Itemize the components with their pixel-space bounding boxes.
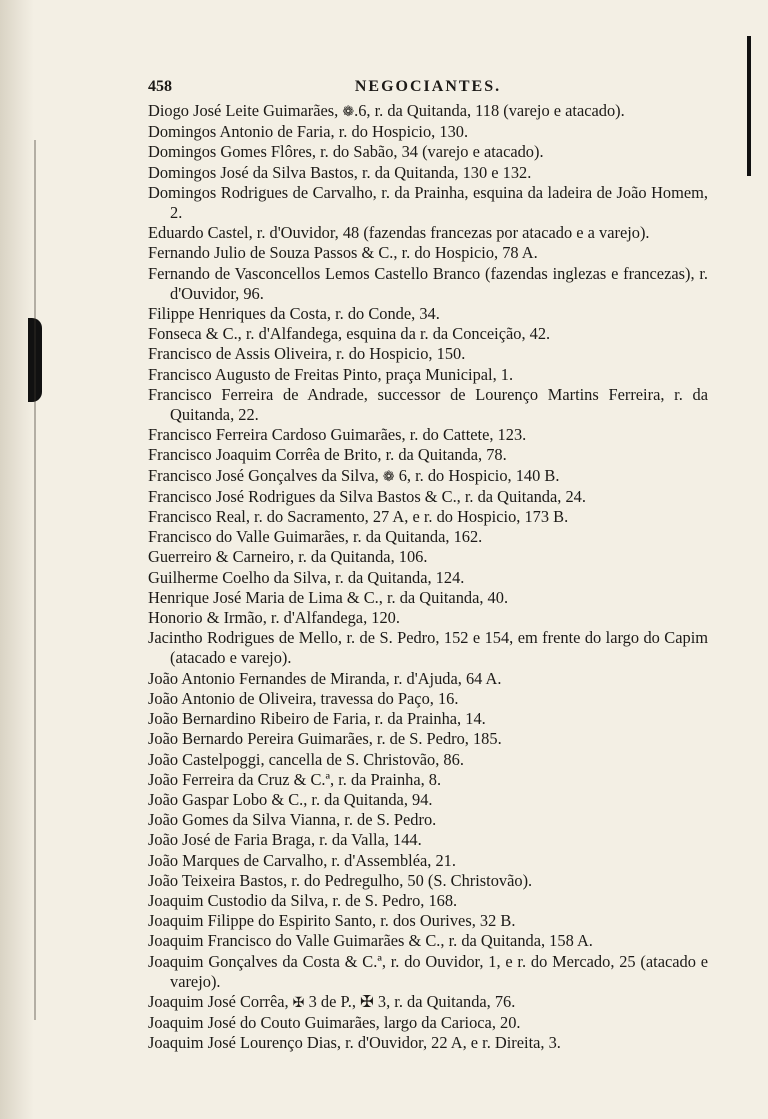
binding-edge (0, 0, 34, 1119)
list-item (148, 425, 708, 445)
entry-text: João José de Faria Braga, r. da Valla, 144. (148, 830, 422, 850)
list-item (148, 324, 708, 344)
order-insignia-icon: ❁ (342, 104, 355, 120)
entry-text: João Antonio Fernandes de Miranda, r. d'Ajuda, 64 A. (148, 668, 502, 688)
entry-text: Francisco Ferreira de Andrade, successor de Lourenço Martins Ferreira, r. da Quitanda, 22. (148, 384, 708, 425)
list-item (148, 952, 708, 992)
list-item (148, 911, 708, 931)
list-item (148, 264, 708, 304)
list-item (148, 487, 708, 507)
list-item (148, 163, 708, 183)
list-item (148, 507, 708, 527)
order-insignia-icon: ✠ (292, 994, 305, 1011)
list-item (148, 142, 708, 162)
entry-text: Francisco Augusto de Freitas Pinto, praça Municipal, 1. (148, 364, 514, 384)
entry-text-continued: 6, r. do Hospicio, 140 B. (394, 465, 560, 485)
entry-text: João Gaspar Lobo & C., r. da Quitanda, 94. (148, 789, 433, 809)
entry-text: Joaquim Custodio da Silva, r. de S. Pedro, 168. (148, 890, 458, 910)
entry-text: Fernando de Vasconcellos Lemos Castello Branco (fazendas inglezas e francezas), r. d'Ouvidor, 96. (148, 263, 708, 303)
entry-text-continued: 3 de P., ✠ 3, r. da Quitanda, 76. (304, 991, 516, 1011)
list-item (148, 628, 708, 668)
list-item (148, 365, 708, 385)
entry-text: João Marques de Carvalho, r. d'Assembléa, 21. (148, 850, 456, 870)
entry-text: Guilherme Coelho da Silva, r. da Quitanda, 124. (148, 567, 465, 587)
gutter-line (34, 140, 36, 1020)
list-item (148, 729, 708, 749)
page-number: 458 (148, 78, 172, 95)
list-item (148, 588, 708, 608)
entry-text: João Castelpoggi, cancella de S. Christovão, 86. (148, 749, 464, 769)
entry-text: Honorio & Irmão, r. d'Alfandega, 120. (148, 608, 400, 628)
list-item (148, 466, 708, 487)
entry-text: João Antonio de Oliveira, travessa do Paço, 16. (148, 688, 459, 708)
entry-text: Francisco de Assis Oliveira, r. do Hospicio, 150. (148, 344, 466, 364)
list-item (148, 122, 708, 142)
list-item (148, 810, 708, 830)
entry-text: Francisco Ferreira Cardoso Guimarães, r. do Cattete, 123. (148, 425, 527, 445)
list-item (148, 709, 708, 729)
entry-text: Francisco Real, r. do Sacramento, 27 A, e r. do Hospicio, 173 B. (148, 507, 569, 527)
entry-text: Joaquim Gonçalves da Costa & C.ª, r. do Ouvidor, 1, e r. do Mercado, 25 (atacado e varejo). (148, 951, 708, 991)
entry-text: Eduardo Castel, r. d'Ouvidor, 48 (fazendas francezas por atacado e a varejo). (148, 223, 650, 243)
entry-text: Domingos Antonio de Faria, r. do Hospicio, 130. (148, 122, 469, 142)
list-item (148, 385, 708, 425)
entry-text: Francisco Joaquim Corrêa de Brito, r. da Quitanda, 78. (148, 445, 507, 465)
list-item (148, 547, 708, 567)
entry-text: João Teixeira Bastos, r. do Pedregulho, 50 (S. Christovão). (148, 870, 533, 890)
list-item (148, 568, 708, 588)
list-item (148, 750, 708, 770)
list-item (148, 931, 708, 951)
entry-text: Joaquim Filippe do Espirito Santo, r. dos Ourives, 32 B. (148, 911, 516, 931)
entry-text: Fernando Julio de Souza Passos & C., r. do Hospicio, 78 A. (148, 243, 538, 263)
entry-text: Fonseca & C., r. d'Alfandega, esquina da r. da Conceição, 42. (148, 324, 551, 344)
merchant-list (148, 101, 708, 1054)
list-item (148, 830, 708, 850)
entry-text: Diogo José Leite Guimarães, (148, 101, 343, 120)
list-item (148, 689, 708, 709)
list-item (148, 891, 708, 911)
entry-text: Joaquim José Lourenço Dias, r. d'Ouvidor, 22 A, e r. Direita, 3. (148, 1033, 561, 1053)
entry-text-continued: .6, r. da Quitanda, 118 (varejo e atacado). (354, 101, 625, 120)
entry-text: Henrique José Maria de Lima & C., r. da Quitanda, 40. (148, 587, 509, 607)
entry-text: João Bernardino Ribeiro de Faria, r. da Prainha, 14. (148, 709, 486, 729)
list-item (148, 669, 708, 689)
running-head: NEGOCIANTES. (354, 78, 502, 95)
entry-text: Francisco do Valle Guimarães, r. da Quitanda, 162. (148, 527, 483, 547)
entry-text: Filippe Henriques da Costa, r. do Conde, 34. (148, 304, 440, 324)
list-item (148, 1033, 708, 1053)
list-item (148, 992, 708, 1013)
entry-text: João Gomes da Silva Vianna, r. de S. Pedro. (148, 810, 437, 830)
entry-text: Joaquim Francisco do Valle Guimarães & C., r. da Quitanda, 158 A. (148, 931, 593, 951)
list-item (148, 183, 708, 223)
list-item (148, 770, 708, 790)
list-item (148, 527, 708, 547)
entry-text: Joaquim José do Couto Guimarães, largo da Carioca, 20. (148, 1013, 521, 1033)
list-item (148, 243, 708, 263)
list-item (148, 1013, 708, 1033)
list-item (148, 445, 708, 465)
entry-text: João Ferreira da Cruz & C.ª, r. da Prainha, 8. (148, 769, 442, 789)
entry-text: Domingos Rodrigues de Carvalho, r. da Prainha, esquina da ladeira de João Homem, 2. (148, 182, 708, 223)
entry-text: João Bernardo Pereira Guimarães, r. de S. Pedro, 185. (148, 729, 502, 749)
list-item (148, 304, 708, 324)
entry-text: Guerreiro & Carneiro, r. da Quitanda, 106. (148, 547, 428, 567)
list-item (148, 851, 708, 871)
order-insignia-icon: ❁ (382, 468, 395, 485)
entry-text: Francisco José Gonçalves da Silva, (148, 465, 383, 485)
entry-text: Domingos José da Silva Bastos, r. da Quitanda, 130 e 132. (148, 162, 532, 182)
entry-text: Francisco José Rodrigues da Silva Bastos & C., r. da Quitanda, 24. (148, 486, 586, 506)
list-item (148, 101, 708, 122)
list-item (148, 608, 708, 628)
list-item (148, 223, 708, 243)
list-item (148, 344, 708, 364)
page-header (148, 78, 708, 100)
list-item (148, 871, 708, 891)
entry-text: Joaquim José Corrêa, (148, 991, 293, 1011)
list-item (148, 790, 708, 810)
entry-text: Jacintho Rodrigues de Mello, r. de S. Pedro, 152 e 154, em frente do largo do Capim (atacado e varejo). (148, 628, 708, 668)
entry-text: Domingos Gomes Flôres, r. do Sabão, 34 (varejo e atacado). (148, 142, 544, 162)
margin-rule (747, 36, 751, 176)
